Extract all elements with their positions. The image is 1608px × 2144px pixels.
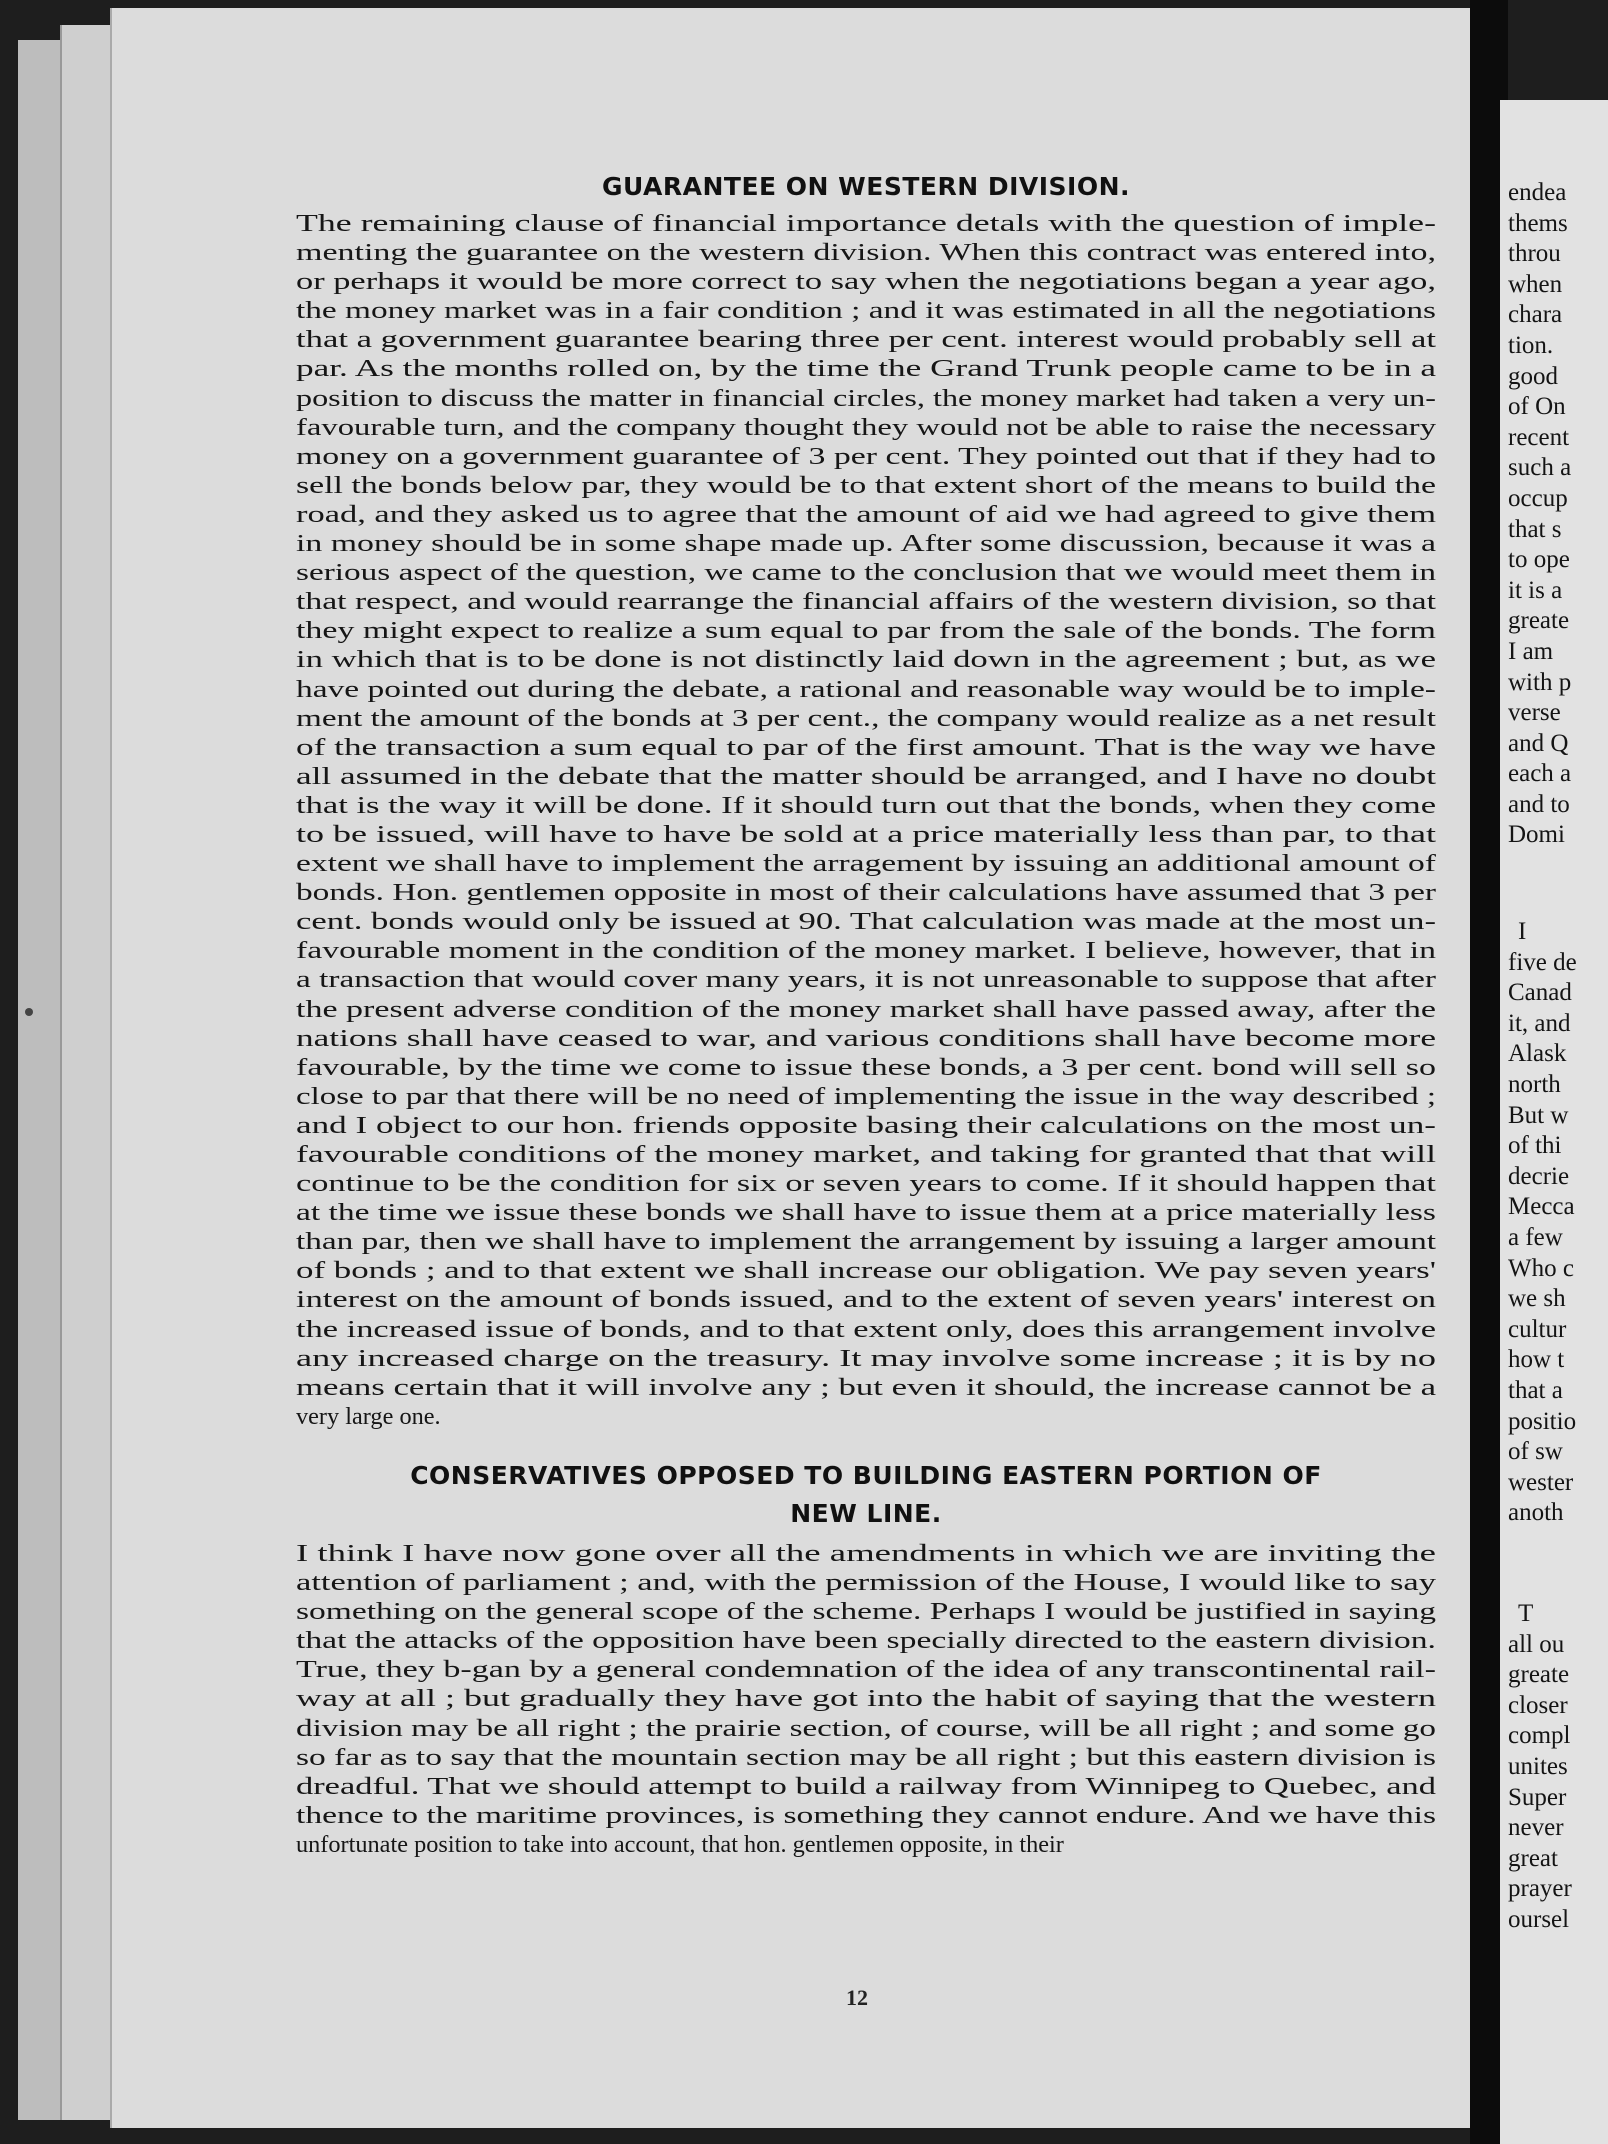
facing-page-line: a few: [1508, 1224, 1563, 1251]
facing-page-dropcap-1: I: [1518, 918, 1527, 946]
facing-page-line: decrie: [1508, 1162, 1570, 1190]
text-line: position to discuss the matter in financial circles, the money market had taken a very un-: [296, 384, 1436, 412]
facing-page-line: recent: [1508, 423, 1570, 451]
text-line: thence to the maritime provinces, is something they cannot endure. And we have this: [296, 1801, 1437, 1829]
facing-page-line: of thi: [1508, 1132, 1562, 1160]
text-line: something on the general scope of the scheme. Perhaps I would be justified in saying: [296, 1598, 1437, 1626]
text-line: I think I have now gone over all the amendments in which we are inviting the: [296, 1539, 1437, 1567]
text-line: have pointed out during the debate, a rational and reasonable way would be to imple-: [296, 675, 1436, 703]
text-line: that respect, and would rearrange the financial affairs of the western division, so that: [296, 588, 1437, 616]
facing-page-line: throu: [1508, 240, 1561, 268]
text-line: money on a government guarantee of 3 per cent. They pointed out that if they had to: [296, 442, 1437, 470]
text-line: they might expect to realize a sum equal to par from the sale of the bonds. The form: [296, 617, 1436, 645]
facing-page-line: all ou: [1508, 1630, 1565, 1658]
facing-page-line: positio: [1508, 1407, 1577, 1435]
text-line: extent we shall have to implement the arragement by issuing an additional amount of: [296, 850, 1436, 878]
facing-page-line: such a: [1508, 454, 1572, 482]
margin-mark: [25, 1008, 33, 1016]
facing-page-line: each a: [1508, 760, 1572, 788]
text-line: division may be all right ; the prairie section, of course, will be all right ; and some go: [296, 1714, 1437, 1742]
facing-page-line: of sw: [1508, 1438, 1563, 1466]
facing-page-line: compl: [1508, 1722, 1571, 1750]
text-line: and I object to our hon. friends opposite basing their calculations on the most un-: [296, 1111, 1436, 1139]
facing-page-line: I am: [1508, 637, 1554, 665]
text-line: road, and they asked us to agree that the amount of aid we had agreed to give them: [296, 500, 1436, 528]
paragraph-conservatives: [296, 1539, 1436, 1859]
facing-page-line: cultur: [1508, 1315, 1567, 1343]
facing-page-line: thems: [1508, 209, 1568, 237]
facing-page-line: and Q: [1508, 729, 1569, 757]
text-line: serious aspect of the question, we came to the conclusion that we would meet them in: [296, 559, 1437, 587]
section-heading-guarantee: GUARANTEE ON WESTERN DIVISION.: [601, 172, 1131, 201]
facing-page-line: to ope: [1508, 546, 1570, 574]
text-line: The remaining clause of financial importance detals with the question of imple-: [296, 210, 1436, 237]
text-line: par. As the months rolled on, by the time the Grand Trunk people came to be in a: [296, 355, 1436, 383]
facing-page-line: chara: [1508, 301, 1563, 329]
facing-page-line: when: [1508, 270, 1563, 298]
facing-page-line: anoth: [1508, 1499, 1564, 1527]
text-line: interest on the amount of bonds issued, and to the extent of seven years' interest on: [296, 1286, 1437, 1314]
facing-page-line: Alask: [1508, 1040, 1567, 1068]
facing-page-line: occup: [1508, 484, 1568, 512]
text-line: close to par that there will be no need of implementing the issue in the way described ;: [296, 1082, 1436, 1110]
facing-page-line: prayer: [1508, 1875, 1572, 1903]
text-line: very large one.: [296, 1402, 441, 1430]
facing-page-line: Mecca: [1508, 1193, 1575, 1221]
facing-page-line: with p: [1508, 668, 1572, 696]
facing-page-line: greate: [1508, 607, 1570, 635]
text-line: nations shall have ceased to war, and various conditions shall have become more: [296, 1024, 1436, 1052]
text-line: way at all ; but gradually they have got into the habit of saying that the western: [296, 1685, 1437, 1713]
text-line: than par, then we shall have to implement the arrangement by issuing a larger amount: [296, 1228, 1436, 1256]
text-line: in money should be in some shape made up. After some discussion, because it was a: [296, 530, 1437, 558]
facing-page-line: five de: [1508, 948, 1577, 976]
facing-page-line: how t: [1508, 1346, 1565, 1374]
text-line: ment the amount of the bonds at 3 per cent., the company would realize as a net result: [296, 704, 1436, 732]
text-line: the present adverse condition of the money market shall have passed away, after the: [296, 995, 1437, 1023]
page-number: 12: [846, 1985, 868, 2010]
facing-page-line: Super: [1508, 1783, 1567, 1811]
text-line: that the attacks of the opposition have been specially directed to the eastern division.: [296, 1627, 1436, 1655]
text-line: favourable moment in the condition of the money market. I believe, however, that in: [296, 937, 1436, 965]
facing-page-line: closer: [1508, 1691, 1568, 1719]
facing-page-block-1: [1500, 178, 1608, 851]
facing-page-line: never: [1508, 1814, 1564, 1842]
text-line: bonds. Hon. gentlemen opposite in most of their calculations have assumed that 3 per: [296, 879, 1436, 907]
facing-page-line: that a: [1508, 1376, 1563, 1404]
text-line: any increased charge on the treasury. It may involve some increase ; it is by no: [296, 1344, 1437, 1372]
facing-page-line: that s: [1508, 515, 1562, 543]
facing-page-line: great: [1508, 1844, 1558, 1872]
text-line: menting the guarantee on the western division. When this contract was entered into,: [296, 239, 1436, 267]
paragraph-guarantee: [296, 209, 1436, 1431]
text-line: continue to be the condition for six or seven years to come. If it should happen that: [296, 1170, 1436, 1198]
facing-page-line: good: [1508, 362, 1558, 390]
text-line: dreadful. That we should attempt to build a railway from Winnipeg to Quebec, and: [296, 1772, 1436, 1800]
text-line: that is the way it will be done. If it should turn out that the bonds, when they come: [296, 791, 1437, 819]
section-heading-conservatives-line2: NEW LINE.: [790, 1498, 942, 1528]
facing-page-line: it, and: [1508, 1009, 1571, 1037]
text-line: unfortunate position to take into account, that hon. gentlemen opposite, in their: [296, 1830, 1064, 1858]
facing-page-line: endea: [1508, 179, 1567, 206]
text-line: to be issued, will have to have be sold at a price materially less than par, to that: [296, 820, 1437, 848]
facing-page-block-2: [1500, 948, 1608, 1529]
facing-page-line: it is a: [1508, 576, 1563, 604]
text-line: or perhaps it would be more correct to say when the negotiations began a year ago,: [296, 268, 1436, 296]
facing-page-block-3: [1500, 1630, 1608, 1936]
facing-page-line: Who c: [1508, 1254, 1574, 1282]
text-line: cent. bonds would only be issued at 90. That calculation was made at the most un-: [296, 908, 1436, 936]
text-line: attention of parliament ; and, with the permission of the House, I would like to say: [296, 1569, 1437, 1597]
facing-page-line: oursel: [1508, 1905, 1570, 1933]
text-line: means certain that it will involve any ; but even it should, the increase cannot be a: [296, 1373, 1437, 1401]
facing-page-fragment: [1500, 100, 1608, 2144]
facing-page-line: wester: [1508, 1468, 1574, 1496]
facing-page-line: Canad: [1508, 979, 1572, 1007]
text-line: in which that is to be done is not distinctly laid down in the agreement ; but, as we: [296, 646, 1436, 674]
text-line: True, they b-gan by a general condemnation of the idea of any transcontinental rail-: [296, 1656, 1437, 1684]
text-line: favourable turn, and the company thought they would not be able to raise the necessary: [296, 413, 1437, 441]
text-line: a transaction that would cover many years, it is not unreasonable to suppose that after: [296, 966, 1436, 994]
facing-page-line: greate: [1508, 1661, 1570, 1689]
facing-page-dropcap-2: T: [1518, 1599, 1534, 1627]
facing-page-line: Domi: [1508, 821, 1565, 849]
text-line: favourable conditions of the money market, and taking for granted that that will: [296, 1141, 1437, 1168]
page-content: [296, 172, 1436, 1859]
text-line: so far as to say that the mountain section may be all right ; but this eastern division is: [296, 1743, 1437, 1771]
facing-page-line: north: [1508, 1071, 1561, 1099]
text-line: sell the bonds below par, they would be to that extent short of the means to build the: [296, 471, 1437, 499]
text-line: the money market was in a fair condition ; and it was estimated in all the negotiations: [296, 297, 1437, 325]
text-line: the increased issue of bonds, and to that extent only, does this arrangement involve: [296, 1315, 1437, 1343]
facing-page-line: tion.: [1508, 331, 1554, 359]
text-line: all assumed in the debate that the matter should be arranged, and I have no doubt: [296, 762, 1437, 790]
section-heading-conservatives-line1: CONSERVATIVES OPPOSED TO BUILDING EASTERN PORTION OF: [410, 1460, 1322, 1490]
facing-page-line: verse: [1508, 699, 1561, 727]
text-line: favourable, by the time we come to issue these bonds, a 3 per cent. bond will sell so: [296, 1053, 1437, 1081]
text-line: at the time we issue these bonds we shall have to issue them at a price materially less: [296, 1199, 1436, 1227]
facing-page-line: But w: [1508, 1101, 1569, 1129]
facing-page-line: we sh: [1508, 1285, 1566, 1313]
facing-page-line: of On: [1508, 393, 1566, 421]
text-line: of the transaction a sum equal to par of the first amount. That is the way we have: [296, 733, 1437, 761]
facing-page-line: and to: [1508, 790, 1570, 818]
text-line: of bonds ; and to that extent we shall increase our obligation. We pay seven years': [296, 1257, 1437, 1285]
facing-page-line: unites: [1508, 1752, 1568, 1780]
text-line: that a government guarantee bearing three per cent. interest would probably sell at: [296, 326, 1436, 354]
